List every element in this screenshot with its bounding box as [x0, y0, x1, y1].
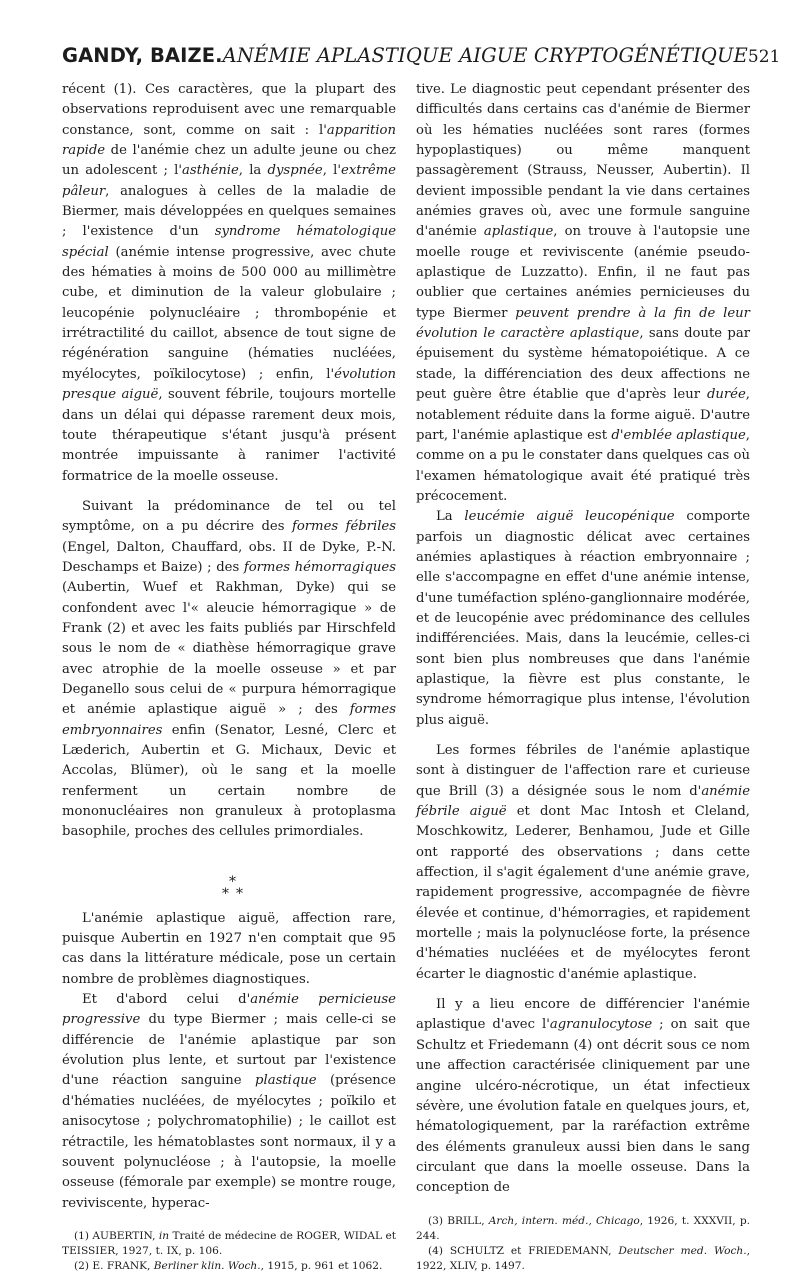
paragraph: Et d'abord celui d'anémie pernicieuse progressive du type Biermer ; mais celle-ci se différencie de l'anémie aplastique par son évolution plus lente, et surtout par l'existence d'une réaction sanguine plastique (présence d'hématies nucléées, de myélocytes ; poïkilo et anisocytose ; polychromatophilie) ; le caillot est rétractile, les hématoblastes sont normaux, il y a souvent polynucléose ; à l'autopsie, la moelle osseuse (fémorale par exemple) se montre rouge, reviviscente, hyperac-: [62, 992, 396, 1211]
asterisk: *: [222, 885, 229, 902]
paragraph: Suivant la prédominance de tel ou tel symptôme, on a pu décrire des formes fébriles (Engel, Dalton, Chauffard, obs. II de Dyke, P.-N. Deschamps et Baize) ; des formes hémorragiques (Aubertin, Wuef et Rakhman, Dyke) qui se confondent avec l'« aleucie hémorragique » de Frank (2) et avec les faits publiés par Hirschfeld sous le nom de « diathèse hémorragique grave avec atrophie de la moelle osseuse » et par Deganello sous celui de « purpura hémorragique et anémie aplastique aiguë » ; des formes embryonnaires enfin (Senator, Lesné, Clerc et Læderich, Aubertin et G. Michaux, Devic et Accolas, Blümer), où le sang et la moelle renferment un certain nombre de mononucléaires non granuleux à protoplasma basophile, proches des cellules primordiales.: [62, 498, 396, 840]
paragraph: La leucémie aiguë leucopénique comporte parfois un diagnostic délicat avec certaines anémies aplastiques à réaction embryonnaire ; elle s'accompagne en effet d'une anémie intense, d'une tuméfaction spléno-ganglionnaire modérée, et de leucopénie avec prédominance des cellules indifférenciées. Mais, dans la leucémie, celles-ci sont bien plus nombreuses que dans l'anémie aplastique, la fièvre est plus constante, le syndrome hémorragique plus intense, l'évolution plus aiguë.: [416, 509, 751, 728]
paragraph: tive. Le diagnostic peut cependant présenter des difficultés dans certains cas d'anémie de Biermer où les hématies nucléées sont rares (formes hypoplastiques) ou même manquent passagèrement (Strauss, Neusser, Aubertin). Il devient impossible pendant la vie dans certaines anémies graves où, avec une formule sanguine d'anémie aplastique, on trouve à l'autopsie une moelle rouge et reviviscente (anémie pseudo-aplastique de Luzzatto). Enfin, il ne faut pas oublier que certaines anémies pernicieuses du type Biermer peuvent prendre à la fin de leur évolution le caractère aplastique, sans doute par épuisement du système hématopoiétique. A ce stade, la différenciation des deux affections ne peut guère être établie que d'après leur durée, notablement réduite dans la forme aiguë. D'autre part, l'anémie aplastique est d'emblée aplastique, comme on a pu le constater dans quelques cas où l'examen hématologique avait été pratiqué très précocement.: [416, 82, 750, 504]
left-column: [62, 80, 397, 1272]
right-column-body: [416, 80, 750, 1199]
header-line: [62, 44, 748, 67]
header-title: ANÉMIE APLASTIQUE AIGUE CRYPTOGÉNÉTIQUE: [222, 44, 748, 67]
left-column-body: [62, 80, 396, 1214]
header-authors: GANDY, BAIZE.: [62, 44, 223, 67]
paragraph: Il y a lieu encore de différencier l'anémie aplastique d'avec l'agranulocytose ; on sait que Schultz et Friedemann (4) ont décrit sous ce nom une affection caractérisée cliniquement par une angine ulcéro-nécrotique, un état infectieux sévère, une évolution fatale en quelques jours, et, hématologiquement, par la raréfaction extrême des éléments granuleux aussi bien dans le sang circulant que dans la moelle osseuse. Dans la conception de: [416, 997, 750, 1196]
text-columns: [62, 80, 751, 1272]
running-header: [62, 44, 781, 72]
footnote: (4) SCHULTZ et FRIEDEMANN, Deutscher med. Woch., 1922, XLIV, p. 1497.: [416, 1244, 750, 1272]
paragraph: récent (1). Ces caractères, que la plupart des observations reproduisent avec une remarquable constance, sont, comme on sait : l'apparition rapide de l'anémie chez un adulte jeune ou chez un adolescent ; l'asthénie, la dyspnée, l'extrême pâleur, analogues à celles de la maladie de Biermer, mais développées en quelques semaines ; l'existence d'un syndrome hématologique spécial (anémie intense progressive, avec chute des hématies à moins de 500 000 au millimètre cube, et diminution de la valeur globulaire ; leucopénie polynucléaire ; thrombopénie et irrétractilité du caillot, absence de tout signe de régénération sanguine (hématies nucléées, myélocytes, poïkilocytose) ; enfin, l'évolution presque aiguë, souvent fébrile, toujours mortelle dans un délai qui dépasse rarement deux mois, toute thérapeutique s'étant jusqu'à présent montrée impuissante à ranimer l'activité formatrice de la moelle osseuse.: [62, 82, 397, 484]
asterisk: *: [229, 873, 236, 890]
right-column: [416, 80, 751, 1272]
paragraph: L'anémie aplastique aiguë, affection rare, puisque Aubertin en 1927 n'en comptait que 95 cas dans la littérature médicale, pose un certain nombre de problèmes diagnostiques.: [62, 910, 396, 987]
paragraph: Les formes fébriles de l'anémie aplastique sont à distinguer de l'affection rare et curieuse que Brill (3) a désignée sous le nom d'anémie fébrile aiguë et dont Mac Intosh et Cleland, Moschkowitz, Lederer, Benhamou, Jude et Gille ont rapporté des observations ; dans cette affection, il s'agit également d'une anémie grave, rapidement progressive, accompagnée de fièvre élevée et continue, d'hémorragies, et rapidement mortelle ; mais la polynucléose forte, la présence d'hématies nucléées et de myélocytes feront écarter le diagnostic d'anémie aplastique.: [416, 743, 751, 982]
asterism-separator: [62, 869, 396, 909]
asterisk: *: [236, 885, 243, 902]
page-number: 521: [747, 47, 781, 67]
left-footnotes: [62, 1214, 396, 1284]
footnote: (2) E. FRANK, Berliner klin. Woch., 1915, p. 961 et 1062.: [74, 1259, 383, 1272]
footnote: (1) AUBERTIN, in Traité de médecine de ROGER, WIDAL et TEISSIER, 1927, t. IX, p. 106.: [62, 1229, 396, 1257]
footnote: (3) BRILL, Arch, intern. méd., Chicago, 1926, t. XXXVII, p. 244.: [416, 1214, 750, 1242]
right-footnotes: [416, 1199, 750, 1282]
